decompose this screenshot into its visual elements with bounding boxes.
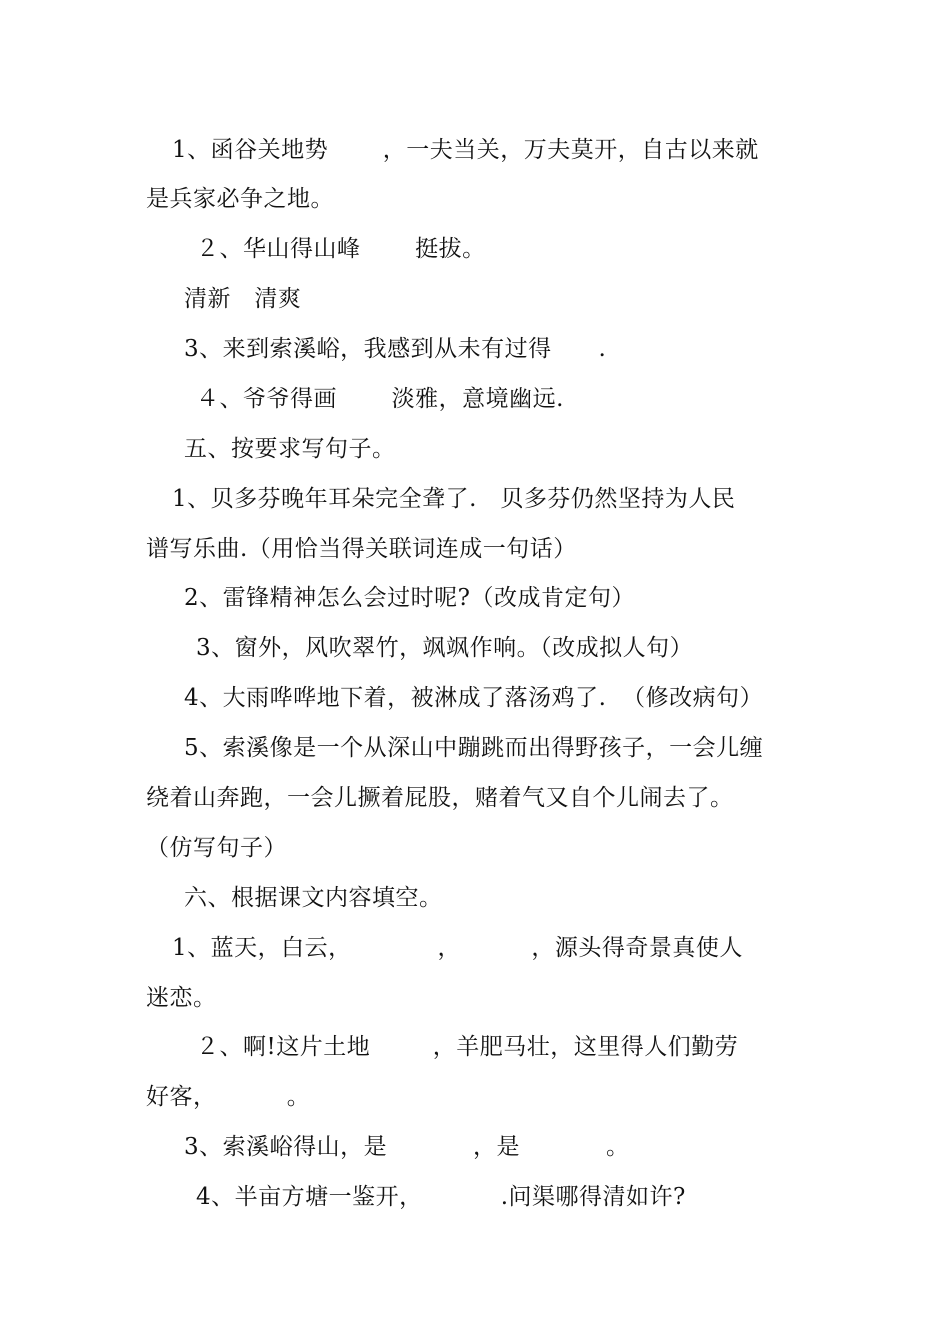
s6-q1-line-1: 1、蓝天，白云， ， ，源头得奇景真使人	[172, 935, 743, 961]
q1-line-2: 是兵家必争之地。	[146, 186, 334, 212]
s5-q1-line-2: 谱写乐曲.（用恰当得关联词连成一句话）	[146, 536, 577, 562]
s5-q5-line-1: 5、索溪像是一个从深山中蹦跳而出得野孩子，一会儿缠	[184, 735, 764, 761]
s5-q5-line-3: （仿写句子）	[146, 835, 287, 861]
s6-q4-line: 4、半亩方塘一鉴开， .问渠哪得清如许?	[196, 1184, 686, 1210]
s5-q4-line: 4、大雨哗哗地下着，被淋成了落汤鸡了. （修改病句）	[184, 685, 764, 711]
section-five-heading: 五、按要求写句子。	[184, 436, 396, 462]
s5-q5-line-2: 绕着山奔跑，一会儿撅着屁股，赌着气又自个儿闹去了。	[146, 785, 734, 811]
q2-line: ２、华山得山峰 挺拔。	[196, 236, 486, 262]
s6-q3-line: 3、索溪峪得山，是 ，是 。	[184, 1134, 630, 1160]
q1-line-1: 1、函谷关地势 ，一夫当关，万夫莫开，自古以来就	[172, 137, 759, 163]
word-options: 清新 清爽	[184, 286, 302, 312]
s6-q2-line-1: ２、啊!这片土地 ，羊肥马壮，这里得人们勤劳	[196, 1034, 739, 1060]
s5-q1-line-1: 1、贝多芬晚年耳朵完全聋了. 贝多芬仍然坚持为人民	[172, 486, 736, 512]
q3-line: 3、来到索溪峪，我感到从未有过得 .	[184, 336, 607, 362]
s5-q2-line: 2、雷锋精神怎么会过时呢?（改成肯定句）	[184, 585, 635, 611]
q4-line: ４、爷爷得画 淡雅，意境幽远.	[196, 386, 564, 412]
s6-q2-line-2: 好客， 。	[146, 1084, 311, 1110]
s6-q1-line-2: 迷恋。	[146, 985, 217, 1011]
section-six-heading: 六、根据课文内容填空。	[184, 885, 443, 911]
s5-q3-line: 3、窗外，风吹翠竹，飒飒作响。（改成拟人句）	[196, 635, 694, 661]
